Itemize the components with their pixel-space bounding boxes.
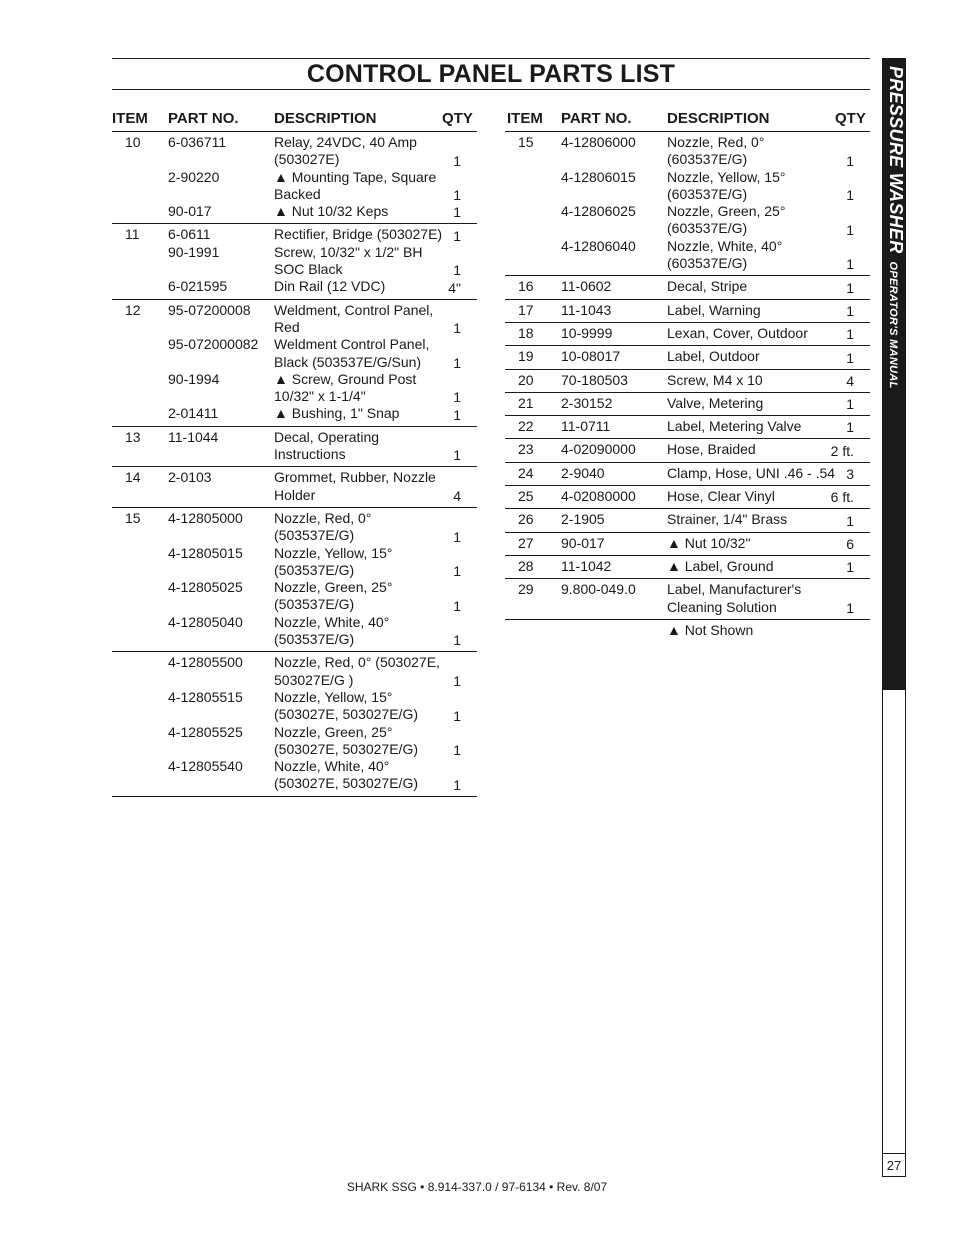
table-row xyxy=(505,238,870,273)
page-title: CONTROL PANEL PARTS LIST xyxy=(306,60,676,88)
header-part-no: PART NO. xyxy=(561,110,632,127)
page-footer: SHARK SSG • 8.914-337.0 / 97-6134 • Rev. 8/07 xyxy=(346,1180,608,1194)
part-number: 4-02090000 xyxy=(561,441,636,458)
item-group xyxy=(505,276,870,299)
item-group xyxy=(505,509,870,532)
part-quantity: 4" xyxy=(448,279,461,296)
part-number: 6-0611 xyxy=(168,226,211,243)
part-number: 6-021595 xyxy=(168,278,228,295)
item-group xyxy=(505,533,870,556)
part-description: Nozzle, Yellow, 15° (503027E, 503027E/G) xyxy=(274,688,418,723)
part-description: ▲ Bushing, 1" Snap xyxy=(274,405,400,422)
table-row xyxy=(505,488,870,505)
item-group xyxy=(505,463,870,486)
part-quantity: 1 xyxy=(453,707,461,724)
part-number: 11-0602 xyxy=(561,278,612,295)
item-group xyxy=(505,439,870,462)
table-row xyxy=(112,429,477,464)
part-number: 4-12806000 xyxy=(561,134,636,150)
part-quantity: 1 xyxy=(453,742,461,759)
part-description: Grommet, Rubber, Nozzle Holder xyxy=(274,469,436,503)
item-group xyxy=(505,346,870,369)
table-row xyxy=(112,724,477,759)
part-number: 2-1905 xyxy=(561,511,605,528)
part-number: 90-017 xyxy=(168,203,212,220)
part-description: Nozzle, Green, 25° (603537E/G) xyxy=(667,203,786,237)
header-description: DESCRIPTION xyxy=(274,110,377,127)
item-number: 24 xyxy=(518,464,534,481)
part-quantity: 1 xyxy=(453,528,461,545)
part-quantity: 1 xyxy=(453,776,461,793)
part-description: Nozzle, Green, 25° (503537E/G) xyxy=(274,579,393,613)
part-description: Nozzle, White, 40° (503027E, 503027E/G) xyxy=(274,758,418,792)
part-quantity: 1 xyxy=(846,419,854,436)
part-quantity: 1 xyxy=(453,262,461,279)
item-group xyxy=(505,393,870,416)
part-number: 90-1991 xyxy=(168,243,220,260)
part-description: Din Rail (12 VDC) xyxy=(274,278,386,295)
part-description: ▲ Nut 10/32" xyxy=(667,534,751,551)
part-number: 2-30152 xyxy=(561,394,613,411)
part-number: 11-1043 xyxy=(561,301,612,318)
part-number: 95-072000082 xyxy=(168,336,259,353)
item-number: 15 xyxy=(125,509,141,526)
part-number: 4-12805040 xyxy=(168,613,243,630)
table-row xyxy=(505,418,870,435)
parts-table-left xyxy=(112,107,477,797)
header-description: DESCRIPTION xyxy=(667,110,770,127)
part-number: 2-0103 xyxy=(168,469,212,486)
part-quantity: 4 xyxy=(453,487,461,504)
item-group xyxy=(505,300,870,323)
header-part-no: PART NO. xyxy=(168,110,239,127)
item-number: 12 xyxy=(125,301,141,318)
part-quantity: 1 xyxy=(453,672,461,689)
table-row xyxy=(112,545,477,580)
part-description: Rectifier, Bridge (503027E) xyxy=(274,226,443,243)
part-number: 4-12805025 xyxy=(168,579,243,596)
item-number: 29 xyxy=(518,581,534,598)
item-group xyxy=(112,467,477,508)
item-number: 10 xyxy=(125,134,141,150)
part-number: 95-07200008 xyxy=(168,301,251,318)
table-body xyxy=(505,132,870,620)
parts-table-right xyxy=(505,107,870,638)
part-quantity: 1 xyxy=(453,632,461,649)
part-number: 10-9999 xyxy=(561,324,613,341)
part-number: 4-12805015 xyxy=(168,544,243,561)
part-description: Valve, Metering xyxy=(667,394,764,411)
header-qty: QTY xyxy=(835,110,866,127)
item-number: 23 xyxy=(518,441,534,458)
table-row xyxy=(112,134,477,169)
part-number: 4-12805525 xyxy=(168,723,243,740)
table-row xyxy=(112,758,477,793)
part-quantity: 1 xyxy=(453,389,461,406)
part-quantity: 1 xyxy=(453,447,461,464)
part-quantity: 1 xyxy=(846,349,854,366)
part-quantity: 1 xyxy=(453,227,461,244)
table-row xyxy=(505,581,870,616)
item-number: 17 xyxy=(518,301,534,318)
part-description: Nozzle, Yellow, 15° (503537E/G) xyxy=(274,544,393,578)
item-group xyxy=(112,652,477,796)
part-number: 70-180503 xyxy=(561,371,628,388)
part-description: Clamp, Hose, UNI .46 - .54 xyxy=(667,464,836,481)
table-row xyxy=(112,579,477,614)
part-number: 6-036711 xyxy=(168,134,227,150)
part-quantity: 6 xyxy=(846,535,854,552)
part-number: 4-12805515 xyxy=(168,688,243,705)
title-top-rule xyxy=(112,58,870,59)
part-description: Lexan, Cover, Outdoor xyxy=(667,324,808,341)
part-description: ▲ Nut 10/32 Keps xyxy=(274,203,389,220)
header-item: ITEM xyxy=(112,110,148,127)
part-quantity: 1 xyxy=(846,256,854,273)
table-row xyxy=(112,510,477,545)
item-number: 22 xyxy=(518,418,534,435)
item-number: 25 xyxy=(518,488,534,505)
item-number: 27 xyxy=(518,534,534,551)
not-shown-note: ▲ Not Shown xyxy=(667,621,754,638)
table-row xyxy=(112,302,477,337)
table-header xyxy=(505,107,870,132)
part-description: ▲ Mounting Tape, Square Backed xyxy=(274,168,437,202)
part-quantity: 1 xyxy=(846,302,854,319)
table-row xyxy=(505,134,870,169)
part-number: 11-0711 xyxy=(561,418,611,435)
part-description: Decal, Operating Instructions xyxy=(274,428,380,463)
table-row xyxy=(112,371,477,406)
table-row xyxy=(112,469,477,504)
item-group xyxy=(505,486,870,509)
part-number: 4-12805000 xyxy=(168,509,243,526)
section-sidebar xyxy=(882,58,906,690)
table-row xyxy=(505,535,870,552)
part-quantity: 4 xyxy=(846,372,854,389)
part-description: ▲ Screw, Ground Post 10/32" x 1-1/4" xyxy=(274,370,417,405)
item-group xyxy=(505,416,870,439)
sidebar-label xyxy=(885,66,906,389)
part-quantity: 1 xyxy=(846,152,854,169)
part-quantity: 1 xyxy=(846,187,854,204)
table-body xyxy=(112,132,477,797)
part-description: Screw, 10/32" x 1/2" BH SOC Black xyxy=(274,243,423,278)
part-number: 4-12806015 xyxy=(561,168,636,185)
page-number: 27 xyxy=(882,1153,906,1177)
part-quantity: 1 xyxy=(453,597,461,614)
table-row xyxy=(112,405,477,422)
part-description: Relay, 24VDC, 40 Amp (503027E) xyxy=(274,134,417,168)
part-quantity: 1 xyxy=(453,152,461,169)
part-description: Nozzle, Red, 0° (503537E/G) xyxy=(274,509,372,544)
part-quantity: 3 xyxy=(846,466,854,483)
part-description: Strainer, 1/4" Brass xyxy=(667,511,788,528)
table-row xyxy=(505,441,870,458)
table-row xyxy=(112,244,477,279)
part-number: 4-12805540 xyxy=(168,758,243,775)
part-quantity: 1 xyxy=(453,320,461,337)
item-number: 13 xyxy=(125,428,141,445)
table-row xyxy=(112,336,477,371)
item-group xyxy=(112,508,477,652)
item-number: 11 xyxy=(125,226,140,243)
header-item: ITEM xyxy=(507,110,543,127)
part-description: Screw, M4 x 10 xyxy=(667,371,763,388)
table-row xyxy=(112,278,477,295)
table-row xyxy=(505,325,870,342)
item-number: 28 xyxy=(518,557,534,574)
part-quantity: 1 xyxy=(846,599,854,616)
part-number: 2-9040 xyxy=(561,464,605,481)
part-description: Label, Metering Valve xyxy=(667,418,802,435)
part-description: Label, Outdoor xyxy=(667,348,760,365)
part-description: Label, Manufacturer's Cleaning Solution xyxy=(667,581,802,615)
header-qty: QTY xyxy=(442,110,473,127)
item-number: 19 xyxy=(518,348,534,365)
table-row xyxy=(505,348,870,365)
part-description: Hose, Braided xyxy=(667,441,756,458)
part-quantity: 1 xyxy=(453,187,461,204)
part-quantity: 1 xyxy=(846,512,854,529)
item-group xyxy=(112,427,477,468)
part-quantity: 1 xyxy=(453,406,461,423)
table-row xyxy=(505,302,870,319)
part-description: Hose, Clear Vinyl xyxy=(667,488,775,505)
sidebar-title: PRESSURE WASHER xyxy=(886,66,906,254)
sidebar-subtitle: OPERATOR'S MANUAL xyxy=(887,261,899,389)
part-number: 11-1042 xyxy=(561,557,612,574)
part-description: Decal, Stripe xyxy=(667,278,748,295)
part-number: 4-12806025 xyxy=(561,203,636,220)
part-number: 4-02080000 xyxy=(561,488,636,505)
part-quantity: 1 xyxy=(846,279,854,296)
part-quantity: 1 xyxy=(846,221,854,238)
table-row xyxy=(112,169,477,204)
title-bottom-rule xyxy=(112,89,870,90)
table-row xyxy=(505,169,870,204)
part-number: 90-017 xyxy=(561,534,605,551)
table-row xyxy=(505,511,870,528)
part-description: Nozzle, Green, 25° (503027E, 503027E/G) xyxy=(274,723,418,757)
part-quantity: 1 xyxy=(453,563,461,580)
table-row xyxy=(505,465,870,482)
part-number: 2-01411 xyxy=(168,405,219,422)
part-description: ▲ Label, Ground xyxy=(667,557,774,574)
item-group xyxy=(505,132,870,276)
table-row xyxy=(505,372,870,389)
part-quantity: 1 xyxy=(846,559,854,576)
table-row xyxy=(112,226,477,243)
part-description: Nozzle, Yellow, 15° (603537E/G) xyxy=(667,168,786,202)
part-description: Weldment Control Panel, Black (503537E/G/Sun) xyxy=(274,336,430,370)
part-description: Nozzle, White, 40° (603537E/G) xyxy=(667,237,783,272)
part-quantity: 1 xyxy=(846,396,854,413)
item-number: 16 xyxy=(518,278,534,295)
part-quantity: 1 xyxy=(846,326,854,343)
table-row xyxy=(505,395,870,412)
table-row xyxy=(112,689,477,724)
part-number: 2-90220 xyxy=(168,168,220,185)
part-number: 11-1044 xyxy=(168,428,219,445)
item-group xyxy=(505,370,870,393)
sidebar-outline xyxy=(882,690,906,1153)
item-number: 26 xyxy=(518,511,534,528)
item-number: 21 xyxy=(518,394,534,411)
table-row xyxy=(505,558,870,575)
table-row xyxy=(505,203,870,238)
part-quantity: 1 xyxy=(453,354,461,371)
part-quantity: 2 ft. xyxy=(830,442,854,459)
table-row xyxy=(112,614,477,649)
part-number: 10-08017 xyxy=(561,348,621,365)
part-description: Label, Warning xyxy=(667,301,761,318)
table-row xyxy=(112,654,477,689)
item-group xyxy=(505,556,870,579)
part-description: Nozzle, Red, 0° (603537E/G) xyxy=(667,134,765,168)
item-group xyxy=(112,224,477,299)
item-number: 18 xyxy=(518,324,534,341)
part-description: Nozzle, White, 40° (503537E/G) xyxy=(274,613,390,648)
part-quantity: 6 ft. xyxy=(830,489,854,506)
table-row xyxy=(505,278,870,295)
part-number: 4-12805500 xyxy=(168,654,243,671)
item-number: 14 xyxy=(125,469,141,486)
item-group xyxy=(112,300,477,427)
part-description: Nozzle, Red, 0° (503027E, 503027E/G ) xyxy=(274,654,440,688)
item-number: 20 xyxy=(518,371,534,388)
part-quantity: 1 xyxy=(453,204,461,221)
item-group xyxy=(112,132,477,224)
table-row xyxy=(112,203,477,220)
part-number: 90-1994 xyxy=(168,370,220,387)
part-number: 4-12806040 xyxy=(561,237,636,254)
table-header xyxy=(112,107,477,132)
item-group xyxy=(505,579,870,620)
item-number: 15 xyxy=(518,134,534,150)
part-number: 9.800-049.0 xyxy=(561,581,636,598)
part-description: Weldment, Control Panel, Red xyxy=(274,301,434,335)
item-group xyxy=(505,323,870,346)
